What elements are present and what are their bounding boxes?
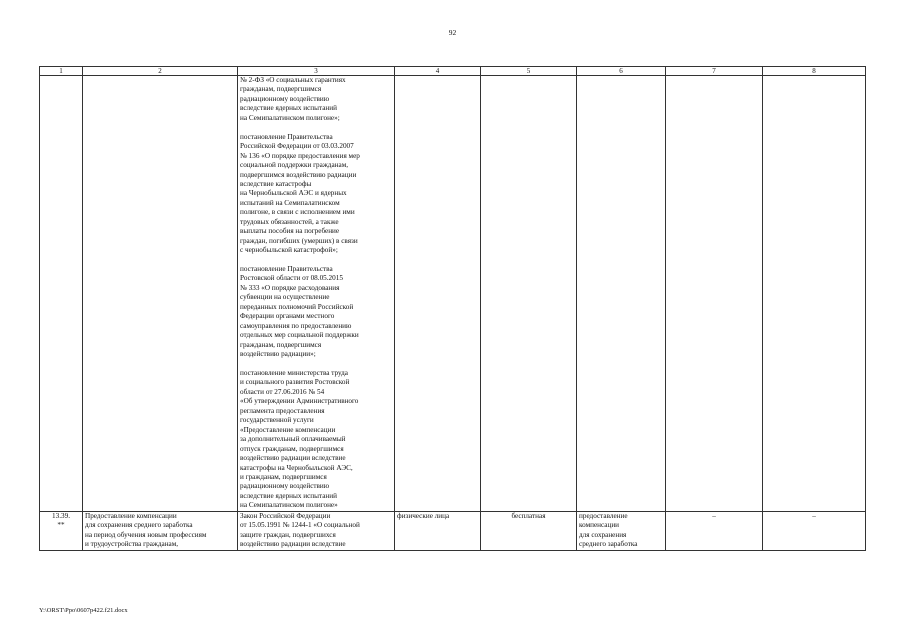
header-row	[40, 67, 866, 76]
row2-number: 13.39. **	[40, 511, 83, 550]
header-col-6: 6	[577, 67, 666, 76]
table-row	[40, 76, 866, 512]
legal-basis-paragraph: постановление Правительства Российской Федерации от 03.03.2007 № 136 «О порядке предоставления мер социальной поддержки гражданам, подвергшимся воздействию радиации вследствие катастрофы на Чернобыльской АЭС и ядерных испытаний на Семипалатинском полигоне, в связи с исполнением ими трудовых обязанностей, а также выплаты пособия на погребение граждан, погибших (умерших) в связи с чернобыльской катастрофой»;	[240, 132, 360, 255]
row2-fee: бесплатная	[481, 511, 577, 550]
row1-col2	[83, 76, 238, 512]
header-col-8: 8	[763, 67, 866, 76]
row1-col8	[763, 76, 866, 512]
services-table	[39, 66, 866, 551]
legal-basis-paragraph: постановление министерства труда и социального развития Ростовской области от 27.06.2016 № 54 «Об утверждении Административного регламента предоставления государственной услуги «Предоставление компенсации за дополнительный оплачиваемый отпуск гражданам, подвергшимся воздействию радиации вследствие катастрофы на Чернобыльской АЭС, и гражданам, подвергшимся радиационному воздействию вследствие ядерных испытаний на Семипалатинском полигоне»	[240, 369, 359, 510]
row2-legal-basis: Закон Российской Федерации от 15.05.1991 № 1244-1 «О социальной защите граждан, подвергшихся воздействию радиации вследствие	[238, 511, 395, 550]
row2-result: предоставление компенсации для сохранения среднего заработка	[577, 511, 666, 550]
row2-col7: –	[666, 511, 763, 550]
header-col-4: 4	[395, 67, 481, 76]
footer-file-path: Y:\ORST\Ppo\0607p422.f21.docx	[39, 607, 128, 614]
row2-service-name: Предоставление компенсации для сохранения среднего заработка на период обучения новым профессиям и трудоустройства гражданам,	[83, 511, 238, 550]
header-col-5: 5	[481, 67, 577, 76]
row2-col8: –	[763, 511, 866, 550]
row1-col7	[666, 76, 763, 512]
header-col-7: 7	[666, 67, 763, 76]
legal-basis-paragraph: № 2-ФЗ «О социальных гарантиях гражданам, подвергшимся радиационному воздействию вследствие ядерных испытаний на Семипалатинском полигоне»;	[240, 76, 346, 122]
row1-col5	[481, 76, 577, 512]
header-col-2: 2	[83, 67, 238, 76]
header-col-3: 3	[238, 67, 395, 76]
table-row	[40, 511, 866, 550]
row2-recipients: физические лица	[395, 511, 481, 550]
row1-col6	[577, 76, 666, 512]
legal-basis-paragraph: постановление Правительства Ростовской области от 08.05.2015 № 333 «О порядке расходования субвенции на осуществление переданных полномочий Российской Федерации органами местного самоуправления по предоставлению отдельных мер социальной поддержки гражданам, подвергшимся воздействию радиации»;	[240, 265, 359, 359]
header-col-1: 1	[40, 67, 83, 76]
row1-col3	[238, 76, 395, 512]
row1-col1	[40, 76, 83, 512]
row1-col4	[395, 76, 481, 512]
page-number: 92	[448, 28, 457, 37]
